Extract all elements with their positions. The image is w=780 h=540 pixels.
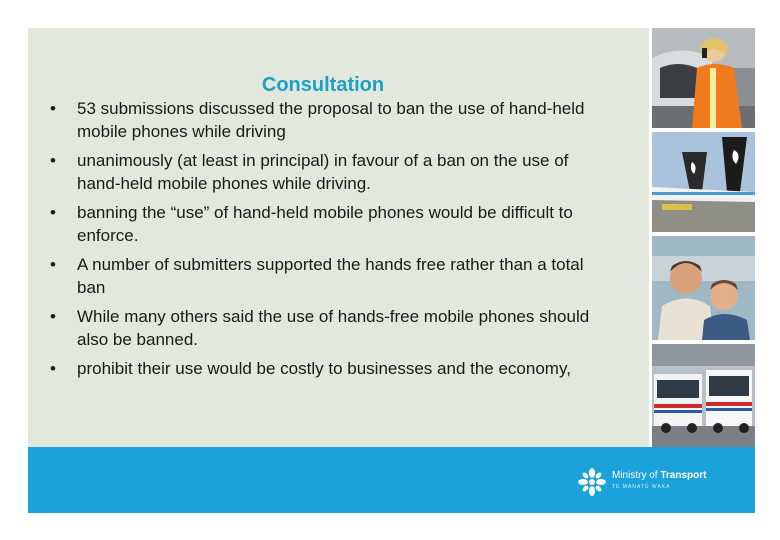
logo-subtext: TE MANATŪ WAKA xyxy=(612,484,671,490)
bullet-marker: • xyxy=(50,203,56,222)
photo-strip xyxy=(652,28,755,447)
bullet-text: unanimously (at least in principal) in favour of a ban on the use of hand-held mobile phones while driving. xyxy=(77,151,569,193)
bullet-marker: • xyxy=(50,359,56,378)
footer-bar xyxy=(28,447,755,513)
bullet-marker: • xyxy=(50,307,56,326)
bullet-item xyxy=(50,201,610,247)
bullet-item xyxy=(50,253,610,299)
bullet-marker: • xyxy=(50,99,56,118)
bullet-item xyxy=(50,149,610,195)
photo-man-and-boy xyxy=(652,236,755,340)
logo-name xyxy=(612,470,706,481)
koru-flower-icon xyxy=(576,467,608,497)
bullet-marker: • xyxy=(50,151,56,170)
bullet-text: banning the “use” of hand-held mobile phones would be difficult to enforce. xyxy=(77,203,573,245)
bullet-item xyxy=(50,305,610,351)
photo-airplanes xyxy=(652,132,755,232)
slide-title: Consultation xyxy=(261,74,385,96)
photo-woman-on-phone xyxy=(652,28,755,128)
bullet-item xyxy=(50,97,610,143)
logo-name-regular: Ministry of xyxy=(612,470,661,481)
bullet-item xyxy=(50,357,610,380)
bullet-text: A number of submitters supported the hands free rather than a total ban xyxy=(77,255,584,297)
photo-buses xyxy=(652,344,755,447)
bullet-list xyxy=(50,97,610,386)
bullet-marker: • xyxy=(50,255,56,274)
content-panel xyxy=(28,28,649,447)
slide xyxy=(28,28,755,513)
logo-name-bold: Transport xyxy=(660,470,707,481)
bullet-text: While many others said the use of hands-free mobile phones should also be banned. xyxy=(77,307,590,349)
bullet-text: prohibit their use would be costly to businesses and the economy, xyxy=(77,359,571,378)
bullet-text: 53 submissions discussed the proposal to ban the use of hand-held mobile phones while driving xyxy=(77,99,585,141)
ministry-of-transport-logo xyxy=(576,467,736,499)
